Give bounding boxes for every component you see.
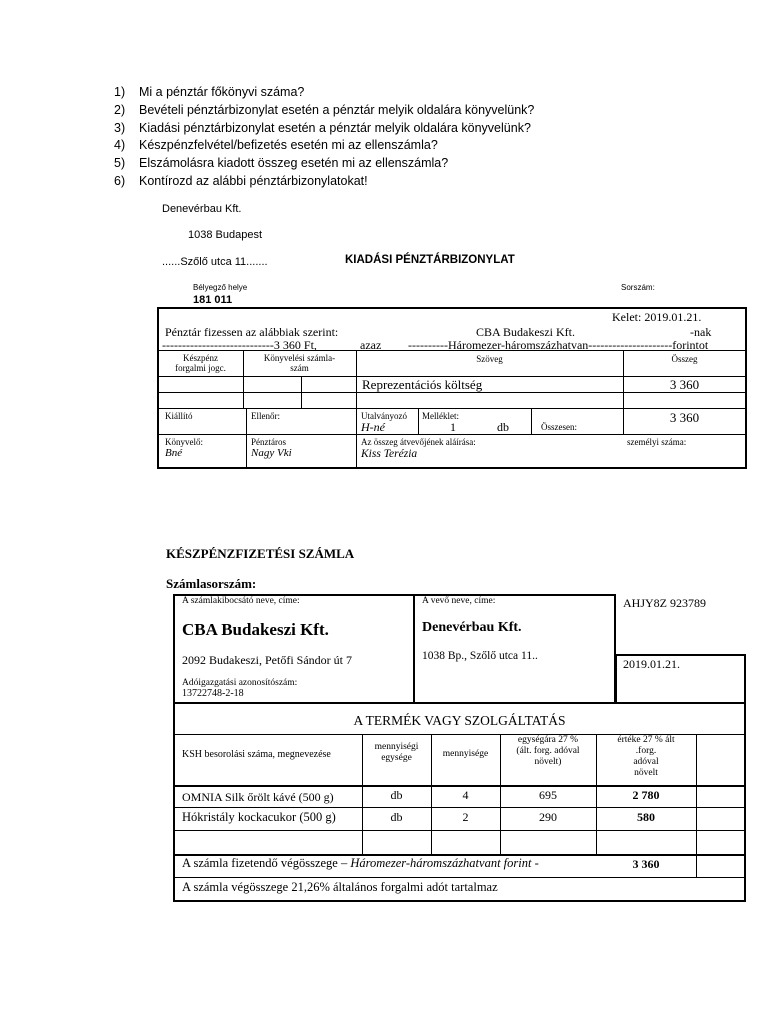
invoice-total-text: A számla fizetendő végösszege – Háromezer-háromszázhatvant forint - [182,856,539,870]
item-price: 695 [539,788,557,802]
bookkeeper: Bné [165,447,183,459]
question-item: 1) Mi a pénztár főkönyvi száma? [114,85,305,99]
col-header-price: egységára 27 % (ált. forg. adóval növelt) [516,735,580,767]
buyer-label: A vevő neve, címe: [422,596,496,606]
invoice-total-value: 3 360 [632,857,660,871]
bookkeeper-label: Könyvelő: [165,437,203,447]
divider [174,785,745,787]
total-label: Összesen: [541,422,577,432]
attachment-count: 1 [450,420,456,434]
col-header-account: Könyvelési számla- szám [263,353,336,373]
invoice-number: AHJY8Z 923789 [623,596,706,610]
divider [418,408,419,434]
col-header-text: Szöveg [476,354,503,364]
question-item: 4) Készpénzfelvétel/befizetés esetén mi az ellenszámla? [114,138,438,152]
amount-words: ----------Háromezer-háromszázhatvan---------------------forintot [408,338,709,352]
item-unit: db [390,810,403,824]
approver: H-né [361,420,385,434]
azaz-label: azaz [360,338,382,352]
col-header-unit: mennyiségi egysége [374,742,419,763]
amount-figures: ----------------------------3 360 Ft, [162,338,317,352]
seller-address: 2092 Budakeszi, Petőfi Sándor út 7 [182,653,352,667]
item-value: 580 [637,810,655,824]
tax-id: 13722748-2-18 [182,688,244,699]
checker-label: Ellenőr: [251,411,280,421]
invoice-title: KÉSZPÉNZFIZETÉSI SZÁMLA [166,546,355,561]
invoice-date: 2019.01.21. [623,657,680,671]
item-name: Hókristály kockacukor (500 g) [182,810,336,824]
voucher-title: KIADÁSI PÉNZTÁRBIZONYLAT [345,254,515,266]
company-city: 1038 Budapest [188,229,263,241]
item-qty: 2 [462,810,469,824]
col-header-cash-code: Készpénz forgalmi jogc. [175,353,226,373]
invoice-serial-label: Számlasorszám: [166,576,257,591]
payee: CBA Budakeszi Kft. [476,325,575,339]
item-qty: 4 [462,788,469,802]
buyer-name: Denevérbau Kft. [422,620,522,635]
tax-label: Adóigazgatási azonosítószám: [182,678,298,688]
row-text: Reprezentációs költség [362,377,483,392]
item-name: OMNIA Silk őrölt kávé (500 g) [182,790,334,804]
divider [413,594,415,704]
voucher-date: Kelet: 2019.01.21. [612,310,702,324]
col-header-name: KSH besorolási száma, megnevezése [182,749,331,760]
item-unit: db [390,788,403,802]
cashier: Nagy Vki [251,447,292,459]
question-item: 5) Elszámolásra kiadott összeg esetén mi az ellenszámla? [114,156,449,170]
divider [531,408,532,434]
serial-number: 181 011 [193,294,233,306]
vat-note: A számla végösszege 21,26% általános forgalmi adót tartalmaz [182,880,498,894]
issuer-label: Kiállító [165,411,193,421]
attachment-unit: db [497,420,509,434]
approver-label: Utalványozó [361,411,407,421]
seller-label: A számlakibocsátó neve, címe: [182,596,300,606]
divider [246,408,247,468]
voucher-total: 3 360 [669,410,700,425]
serial-label: Sorszám: [621,283,655,292]
product-header: A TERMÉK VAGY SZOLGÁLTATÁS [353,713,566,728]
buyer-address: 1038 Bp., Szőlő utca 11.. [422,650,538,662]
divider [174,877,745,878]
item-value: 2 780 [632,788,660,802]
receiver: Kiss Terézia [361,448,418,460]
question-item: 2) Bevételi pénztárbizonylat esetén a pénztár melyik oldalára könyvelünk? [114,103,535,117]
seller-name: CBA Budakeszi Kft. [182,620,329,639]
question-item: 6) Kontírozd az alábbi pénztárbizonylatokat! [114,174,368,188]
divider [356,408,357,468]
receiver-label: Az összeg átvevőjének aláírása: [361,437,476,447]
company-street: ......Szőlő utca 11....... [162,256,268,268]
item-price: 290 [539,810,557,824]
col-header-amount: Összeg [671,354,698,364]
company-name: Denevérbau Kft. [162,203,242,215]
col-header-value: értéke 27 % ált .forg. adóval növelt [617,735,675,778]
divider [174,807,745,808]
question-item: 3) Kiadási pénztárbizonylat esetén a pénztár melyik oldalára könyvelünk? [114,121,531,135]
id-label: személyi száma: [627,437,687,447]
cashier-label: Pénztáros [251,437,286,447]
pay-instruction: Pénztár fizessen az alábbiak szerint: [165,325,339,339]
row-amount: 3 360 [669,377,700,392]
col-header-qty: mennyisége [442,749,489,759]
attachment-label: Melléklet: [422,411,459,421]
divider [301,376,302,408]
payee-suffix: -nak [690,325,712,339]
divider [696,734,697,877]
divider [174,830,745,831]
stamp-label: Bélyegző helye [193,283,248,292]
